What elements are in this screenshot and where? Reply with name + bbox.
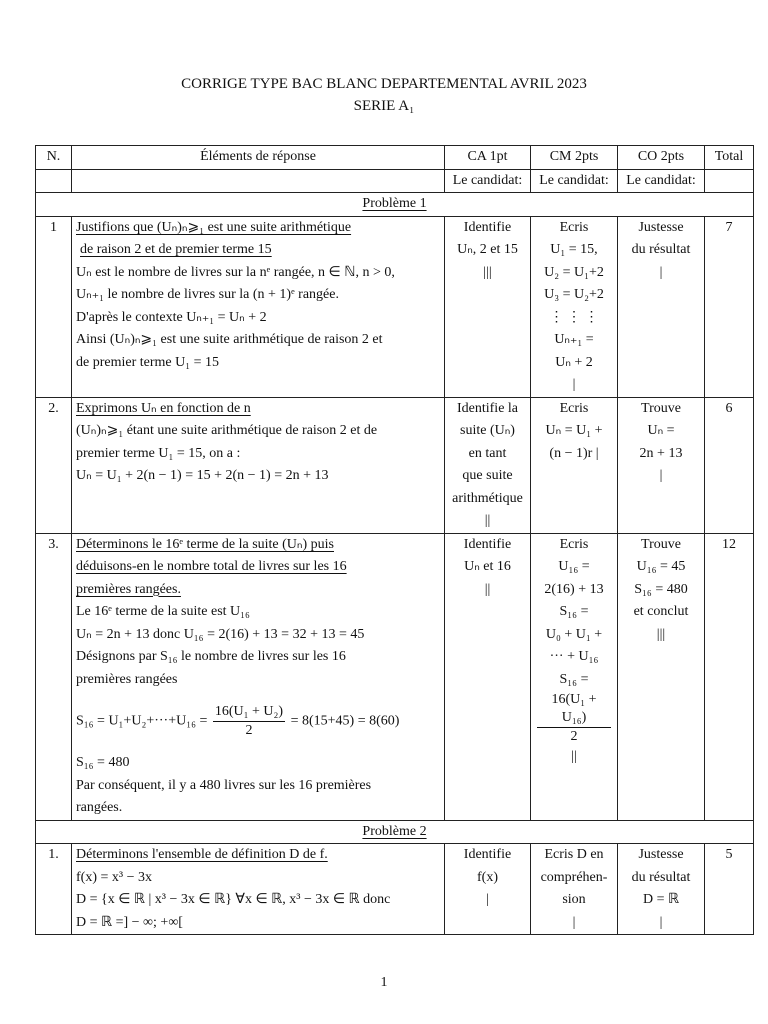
criteria-line: Justesse bbox=[638, 847, 684, 862]
candidat-label: Le candidat: bbox=[618, 169, 705, 193]
criteria-line: U₃ = U₂+2 bbox=[544, 287, 604, 302]
criteria-line: Trouve bbox=[641, 536, 681, 552]
ca-criteria bbox=[445, 533, 531, 820]
criteria-line: (n − 1)r | bbox=[549, 445, 599, 461]
answer-line: Uₙ = U₁ + 2(n − 1) = 15 + 2(n − 1) = 2n + 13 bbox=[76, 468, 329, 483]
question-heading: Exprimons Uₙ en fonction de n bbox=[76, 400, 251, 416]
candidat-label: Le candidat: bbox=[445, 169, 531, 193]
candidat-label: Le candidat: bbox=[531, 169, 618, 193]
document-subtitle: SERIE A₁ bbox=[353, 98, 415, 114]
tally-marks: | bbox=[572, 377, 576, 392]
criteria-line: ⋮ ⋮ ⋮ bbox=[549, 309, 599, 325]
question-heading: premières rangées. bbox=[76, 581, 181, 597]
criteria-line: 2(16) + 13 bbox=[544, 581, 604, 597]
ca-criteria bbox=[445, 216, 531, 397]
candidat-row bbox=[36, 169, 754, 193]
criteria-line: arithmétique bbox=[452, 490, 523, 506]
criteria-line: U₂ = U₁+2 bbox=[544, 264, 604, 280]
criteria-line: Trouve bbox=[641, 400, 681, 416]
sum-formula bbox=[76, 703, 440, 740]
criteria-line: Identifie la bbox=[456, 400, 519, 416]
page-title bbox=[0, 73, 768, 117]
row-total: 12 bbox=[705, 533, 754, 820]
answer-line: (Uₙ)ₙ⩾₁ étant une suite arithmétique de raison 2 et de bbox=[76, 423, 378, 438]
table-row bbox=[36, 533, 754, 820]
criteria-line: S₁₆ = 480 bbox=[634, 581, 688, 597]
problem-cell bbox=[36, 820, 754, 844]
answer-line: D'après le contexte Uₙ₊₁ = Uₙ + 2 bbox=[76, 309, 267, 325]
co-criteria bbox=[618, 216, 705, 397]
answer-line: Par conséquent, il y a 480 livres sur les 16 premières bbox=[76, 777, 372, 793]
column-header: CM 2pts bbox=[531, 146, 618, 170]
tally-marks: || bbox=[571, 749, 577, 764]
criteria-line: du résultat bbox=[631, 242, 691, 257]
criteria-line: sion bbox=[562, 892, 586, 907]
cm-fraction bbox=[537, 691, 611, 746]
criteria-line: Uₙ = bbox=[647, 423, 675, 438]
problem-2-label: Problème 2 bbox=[362, 823, 427, 839]
empty-cell bbox=[36, 169, 72, 193]
criteria-line: Uₙ, 2 et 15 bbox=[457, 242, 518, 257]
question-heading: de raison 2 et de premier terme 15 bbox=[80, 242, 272, 257]
criteria-line: en tant bbox=[468, 445, 507, 461]
tally-marks: ||| bbox=[656, 626, 666, 642]
fraction-denominator: 2 bbox=[245, 723, 253, 738]
tally-marks: | bbox=[659, 468, 663, 483]
criteria-line: U₁₆ = 45 bbox=[636, 559, 686, 574]
criteria-line: U₀ + U₁ + bbox=[545, 626, 603, 642]
criteria-line: 2n + 13 bbox=[639, 445, 683, 461]
cm-criteria bbox=[531, 216, 618, 397]
criteria-line: U₁ = 15, bbox=[550, 242, 598, 257]
formula-left: S₁₆ = U₁+U₂+···+U₁₆ = bbox=[76, 713, 208, 729]
criteria-line: et conclut bbox=[633, 604, 689, 619]
co-criteria bbox=[618, 397, 705, 533]
co-criteria bbox=[618, 844, 705, 935]
criteria-line: Ecris bbox=[559, 536, 589, 552]
criteria-line: Justesse bbox=[638, 219, 684, 235]
answer-line: Uₙ₊₁ le nombre de livres sur la (n + 1)ᵉ rangée. bbox=[76, 287, 339, 302]
criteria-line: Uₙ et 16 bbox=[464, 559, 511, 574]
answer-line: Désignons par S₁₆ le nombre de livres sur les 16 bbox=[76, 649, 346, 664]
ca-criteria bbox=[445, 397, 531, 533]
problem-header-row bbox=[36, 820, 754, 844]
criteria-line: Identifie bbox=[463, 219, 512, 235]
fraction-denominator: 2 bbox=[570, 729, 578, 744]
criteria-line: Ecris bbox=[559, 400, 589, 416]
answer-line: premières rangées bbox=[76, 671, 178, 687]
ca-criteria bbox=[445, 844, 531, 935]
column-header: Total bbox=[705, 146, 754, 170]
answer-line: Ainsi (Uₙ)ₙ⩾₁ est une suite arithmétique de raison 2 et bbox=[76, 332, 383, 347]
row-number: 2. bbox=[36, 397, 72, 533]
answer-line: Uₙ est le nombre de livres sur la nᵉ rangée, n ∈ ℕ, n > 0, bbox=[76, 264, 395, 280]
question-heading: Déterminons l'ensemble de définition D de f. bbox=[76, 847, 328, 862]
answer-line: f(x) = x³ − 3x bbox=[76, 869, 152, 885]
criteria-line: Ecris bbox=[559, 219, 589, 235]
formula-fraction bbox=[213, 703, 285, 740]
row-number: 1. bbox=[36, 844, 72, 935]
tally-marks: | bbox=[572, 914, 576, 930]
co-criteria bbox=[618, 533, 705, 820]
tally-marks: | bbox=[659, 914, 663, 930]
answer-elements bbox=[72, 844, 445, 935]
criteria-line: D = ℝ bbox=[642, 892, 680, 907]
question-heading: déduisons-en le nombre total de livres sur les 16 bbox=[76, 559, 347, 574]
criteria-line: que suite bbox=[462, 468, 513, 483]
empty-cell bbox=[72, 169, 445, 193]
criteria-line: ··· + U₁₆ bbox=[549, 649, 599, 664]
criteria-line: Ecris D en bbox=[544, 847, 604, 862]
fraction-numerator: 16(U₁ + U₁₆) bbox=[537, 691, 611, 728]
answer-table bbox=[35, 145, 754, 935]
cm-criteria bbox=[531, 533, 618, 820]
column-header: CA 1pt bbox=[445, 146, 531, 170]
column-header: N. bbox=[36, 146, 72, 170]
table-row bbox=[36, 216, 754, 397]
column-header: Éléments de réponse bbox=[72, 146, 445, 170]
tally-marks: ||| bbox=[483, 264, 492, 280]
table-row bbox=[36, 397, 754, 533]
answer-line: S₁₆ = 480 bbox=[76, 755, 130, 770]
tally-marks: | bbox=[659, 264, 663, 280]
answer-line: premier terme U₁ = 15, on a : bbox=[76, 445, 241, 461]
answer-elements bbox=[72, 533, 445, 820]
row-number: 1 bbox=[36, 216, 72, 397]
criteria-line: S₁₆ = bbox=[559, 604, 589, 619]
answer-line: Uₙ = 2n + 13 donc U₁₆ = 2(16) + 13 = 32 + 13 = 45 bbox=[76, 626, 365, 642]
table-header-row bbox=[36, 146, 754, 170]
page-number: 1 bbox=[380, 975, 388, 990]
row-total: 5 bbox=[705, 844, 754, 935]
problem-cell bbox=[36, 193, 754, 217]
tally-marks: || bbox=[484, 513, 491, 528]
criteria-line: Identifie bbox=[463, 536, 512, 552]
criteria-line: f(x) bbox=[477, 869, 498, 885]
tally-marks: | bbox=[486, 892, 489, 907]
criteria-line: Identifie bbox=[463, 847, 512, 862]
row-total: 6 bbox=[705, 397, 754, 533]
answer-line: D = {x ∈ ℝ | x³ − 3x ∈ ℝ} ∀x ∈ ℝ, x³ − 3x ∈ ℝ donc bbox=[76, 892, 391, 907]
fraction-numerator: 16(U₁ + U₂) bbox=[213, 703, 285, 722]
row-total: 7 bbox=[705, 216, 754, 397]
empty-cell bbox=[705, 169, 754, 193]
criteria-line: compréhen- bbox=[540, 869, 608, 885]
problem-1-label: Problème 1 bbox=[362, 196, 427, 211]
answer-line: Le 16ᵉ terme de la suite est U₁₆ bbox=[76, 604, 250, 619]
row-number: 3. bbox=[36, 533, 72, 820]
answer-elements bbox=[72, 216, 445, 397]
criteria-line: Uₙ = U₁ + bbox=[545, 423, 603, 438]
criteria-line: S₁₆ = bbox=[559, 671, 589, 687]
formula-right: = 8(15+45) = 8(60) bbox=[290, 713, 400, 729]
criteria-line: Uₙ + 2 bbox=[555, 354, 593, 370]
column-header: CO 2pts bbox=[618, 146, 705, 170]
table-row bbox=[36, 844, 754, 935]
answer-elements bbox=[72, 397, 445, 533]
question-heading: Justifions que (Uₙ)ₙ⩾₁ est une suite arithmétique bbox=[76, 219, 352, 235]
answer-line: rangées. bbox=[76, 800, 123, 815]
tally-marks: || bbox=[484, 581, 491, 597]
cm-criteria bbox=[531, 397, 618, 533]
question-heading: Déterminons le 16ᵉ terme de la suite (Uₙ) puis bbox=[76, 536, 334, 552]
problem-header-row bbox=[36, 193, 754, 217]
criteria-line: suite (Uₙ) bbox=[460, 423, 515, 438]
criteria-line: du résultat bbox=[631, 869, 691, 885]
answer-line: de premier terme U₁ = 15 bbox=[76, 354, 220, 370]
document-title: CORRIGE TYPE BAC BLANC DEPARTEMENTAL AVRIL 2023 bbox=[181, 76, 587, 92]
criteria-line: Uₙ₊₁ = bbox=[554, 332, 594, 347]
criteria-line: U₁₆ = bbox=[558, 559, 590, 574]
cm-criteria bbox=[531, 844, 618, 935]
answer-line: D = ℝ =] − ∞; +∞[ bbox=[76, 914, 183, 930]
